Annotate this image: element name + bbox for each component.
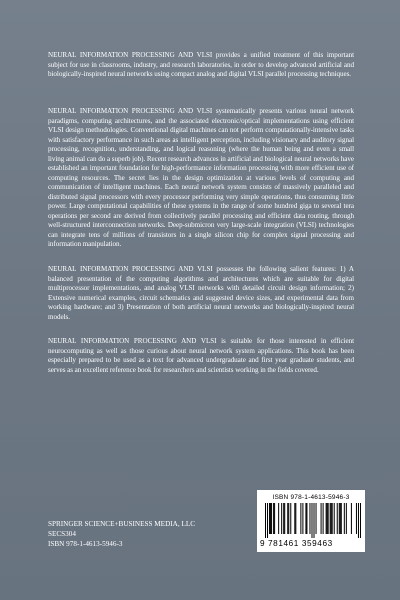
barcode-bar [281,503,282,534]
barcode-bar [287,503,288,534]
barcode-bar [341,503,342,534]
description-paragraph-1: NEURAL INFORMATION PROCESSING AND VLSI provides a unified treatment of this important subject for use in classrooms, industry, and research laboratories, in order to develop advanced artificial and biologically-inspired neural networks using compact analog and digital VLSI parallel processing techniques. [48,51,354,78]
barcode-bar [330,503,331,534]
barcode-bar [311,503,312,538]
description-paragraph-2: NEURAL INFORMATION PROCESSING AND VLSI systematically presents various neural network paradigms, computing architectures, and the associated electronic/optical implementations using efficient VLSI design methodologies. Conventional digital machines can not perform computationally-intensive tasks with satisfactory performance in such areas as intelligent perception, including visionary and auditory signal processing, recognition, understanding, and logical reasoning (where the human being and even a small living animal can do a superb job). Recent research advances in artificial and biological neural networks have established an important foundation for high-performance information processing with more efficient use of computing resources. The secret lies in the design optimization at various levels of computing and communication of intelligent machines. Each neural network system consists of massively paralleled and distributed signal processors with every processor performing very simple operations, thus consuming little power. Large computational capabilities of these systems in the range of some hundred giga to several tera operations per second are derived from collectively parallel processing and efficient data routing, through well-structured interconnection networks. Deep-submicron very large-scale integration (VLSI) technologies can integrate tens of millions of transistors in a single silicon chip for complex signal processing and information manipulation. [48,107,354,248]
barcode-bar [290,503,291,534]
barcode-bar [269,503,270,534]
barcode-bar [326,503,327,534]
barcode-bar [332,503,333,534]
barcode-bar [270,503,271,534]
description-paragraph-4: NEURAL INFORMATION PROCESSING AND VLSI is suitable for those interested in efficient neurocomputing as well as those curious about neural network system applications. This book has been especially prepared to be used as a text for advanced undergraduate and first year graduate students, and serves as an excellent reference book for researchers and scientists working in the fields covered. [48,337,354,374]
barcode-bar [273,503,274,534]
barcode-bar [306,503,307,534]
barcode-bar [283,503,284,534]
barcode-bar [351,503,352,534]
barcode-bar [271,503,272,534]
barcode-bar [321,503,322,534]
barcode-bar [327,503,328,534]
barcode-bar [339,503,340,534]
barcode-bar [288,503,289,534]
barcode-bar [265,503,266,538]
barcode-bars [265,503,361,538]
publisher-name: SPRINGER SCIENCE+BUSINESS MEDIA, LLC [48,520,196,528]
barcode-bar [278,503,279,534]
barcode-bar [295,503,296,534]
description-paragraph-3: NEURAL INFORMATION PROCESSING AND VLSI possesses the following salient features: 1) A balanced presentation of the computing algorithms and architectures which are suitable for digital multiprocessor implementations, and analog VLSI networks with detailed circuit design information; 2) Extensive numerical examples, circuit schematics and suggested device sizes, and experimental data from working hardware; and 3) Presentation of both artificial neural networks and biologically-inspired neural models. [48,265,354,321]
barcode-bar [344,503,345,534]
barcode-bar [358,503,359,538]
barcode-bar [284,503,285,534]
barcode-bar [346,503,347,534]
barcode-bar [316,503,317,534]
barcode-label [257,490,365,552]
barcode-bar [314,503,315,538]
barcode-bar [334,503,335,534]
barcode-bar [309,503,310,534]
barcode-bar [323,503,324,534]
barcode-bar [294,503,295,534]
publisher-isbn: ISBN 978-1-4613-5946-3 [48,540,123,548]
barcode-bar [305,503,306,534]
barcode-bar [302,503,303,534]
publisher-block [48,519,195,549]
barcode-bar [337,503,338,534]
barcode-bar [331,503,332,534]
barcode-bar [356,503,357,534]
barcode-bar [360,503,361,538]
barcode-bar [267,503,268,538]
barcode-bar [274,503,275,534]
barcode-digits: 9 781461 359463 [260,539,333,548]
barcode-bar [300,503,301,534]
series-code: SECS304 [48,530,76,538]
barcode-isbn-text: ISBN 978-1-4613-5946-3 [272,494,350,501]
barcode-bar [340,503,341,534]
barcode-bar [328,503,329,534]
